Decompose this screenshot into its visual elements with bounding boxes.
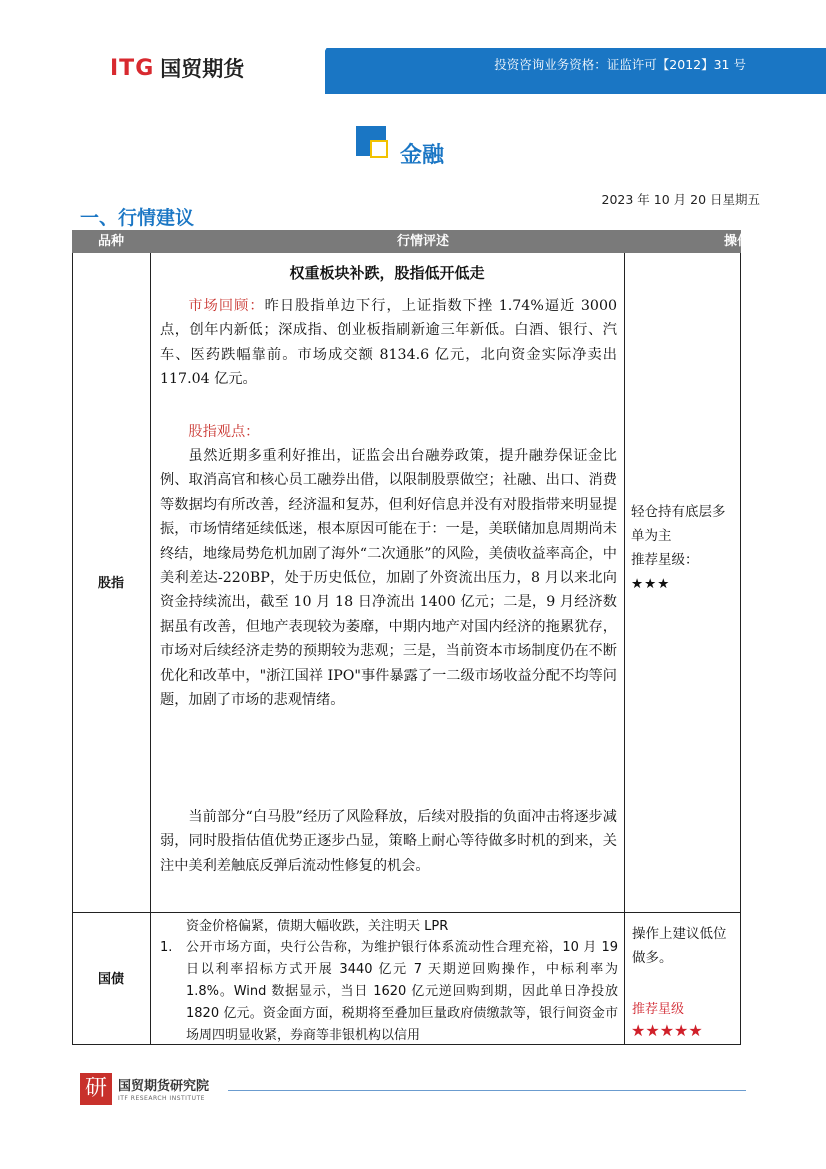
report-date: 2023 年 10 月 20 日星期五 <box>601 192 760 207</box>
header-advice: 操作建议 <box>724 234 777 249</box>
header-review: 行情评述 <box>396 234 449 249</box>
row-title-stock-index: 权重板块补跌，股指低开低走 <box>289 264 485 282</box>
market-review-text: 昨日股指单边下行，上证指数下挫 1.74%逼近 3000 点，创年内新低；深成指、创业板指刷新逾三年新低。白酒、银行、汽车、医药跌幅靠前。市场成交额 8134.6 亿元，北向资金实际净卖出 117.04 亿元。 <box>160 298 617 388</box>
bond-rating-stars: ★★★★★ <box>631 1021 703 1040</box>
company-logo <box>110 54 244 82</box>
section-title: 一、行情建议 <box>80 207 195 229</box>
advice-stock-index <box>631 500 733 596</box>
rating-stars: ★★★ <box>631 576 671 592</box>
logo-cn: 国贸期货 <box>160 57 245 81</box>
index-view-paragraph-1: 虽然近期多重利好推出，证监会出台融券政策，提升融券保证金比例、取消高官和核心员工融券出借，以限制股票做空；社融、出口、消费等数据均有所改善，经济温和复苏，但利好信息并没有对股指带来明显提振，市场情绪延续低迷，根本原因可能在于：一是，美联储加息周期尚未终结，地缘局势危机加剧了海外“二次通胀”的风险，美债收益率高企，中美利差达-220BP，处于历史低位，加剧了外资流出压力，8 月以来北向资金持续流出，截至 10 月 18 日净流出 1400 亿元；二是，9 月经济数据虽有改善，但地产表现较为萎靡，中期内地产对国内经济的拖累犹存，市场对后续经济走势的预期较为悲观；三是，当前资本市场制度仍在不断优化和改革中，"浙江国祥 IPO"事件暴露了一二级市场收益分配不均等问题，加剧了市场的悲观情绪。 <box>160 448 617 709</box>
row-name-bond: 国债 <box>97 972 124 987</box>
footer-name-cn: 国贸期货研究院 <box>118 1079 210 1094</box>
table-col-divider-1 <box>150 253 151 1045</box>
market-review-paragraph <box>160 294 617 392</box>
row-title-bond: 资金价格偏紧，债期大幅收跌，关注明天 LPR <box>186 919 449 934</box>
rating-label: 推荐星级： <box>631 552 699 568</box>
header-variety: 品种 <box>97 234 124 249</box>
research-logo-icon: 研 <box>80 1073 112 1105</box>
bond-rating-label: 推荐星级 <box>632 1002 685 1017</box>
table-border-right <box>740 253 741 1045</box>
bond-item-number: 1. <box>160 940 173 955</box>
row-name-stock-index: 股指 <box>97 576 124 591</box>
license-text: 投资咨询业务资格：证监许可【2012】31 号 <box>494 57 746 72</box>
category-title: 金融 <box>400 143 445 168</box>
advice-bond: 操作上建议低位做多。 <box>632 926 727 966</box>
table-col-divider-2 <box>624 253 625 1045</box>
bond-list-item <box>160 937 618 1047</box>
table-border-left <box>72 253 73 1045</box>
table-row-divider <box>72 912 741 913</box>
logo-en: ITG <box>110 55 155 81</box>
footer-rule <box>228 1090 746 1091</box>
advice-text: 轻仓持有底层多单为主 <box>631 504 726 544</box>
table-header <box>72 230 777 253</box>
footer-name-en: ITF RESEARCH INSTITUTE <box>118 1095 205 1102</box>
index-view-label: 股指观点： <box>188 424 260 440</box>
bond-item-text: 公开市场方面，央行公告称，为维护银行体系流动性合理充裕，10 月 19 日以利率招标方式开展 3440 亿元 7 天期逆回购操作，中标利率为 1.8%。Wind 数据显示，当日 1620 亿元逆回购到期，因此单日净投放 1820 亿元。资金面方面，税期将至叠加巨量政府债缴款等，银行间资金市场周四明显收紧，券商等非银机构以信用 <box>186 940 618 1043</box>
index-view-paragraph-2: 当前部分“白马股”经历了风险释放，后续对股指的负面冲击将逐步减弱，同时股指估值优势正逐步凸显，策略上耐心等待做多时机的到来，关注中美利差触底反弹后流动性修复的机会。 <box>160 809 617 874</box>
category-square-inner-icon <box>370 140 388 158</box>
market-review-label: 市场回顾： <box>188 298 265 314</box>
